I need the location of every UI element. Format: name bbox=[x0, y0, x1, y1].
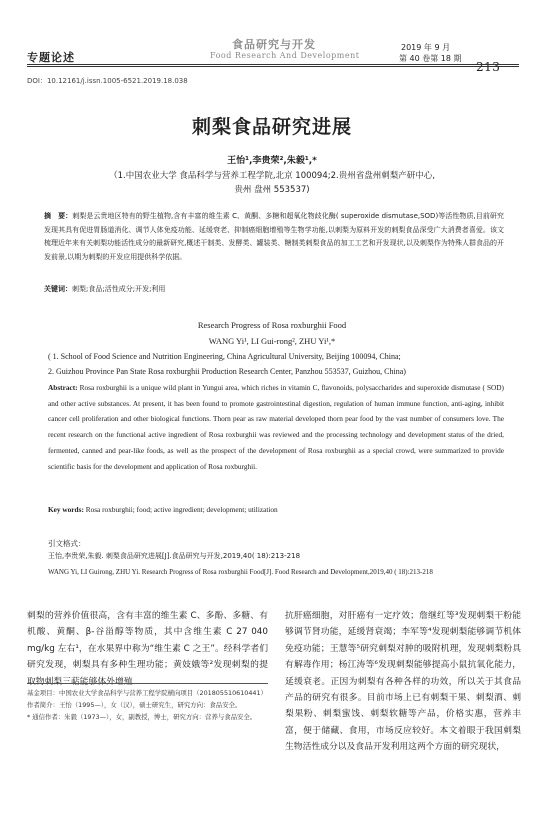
abstract-cn-text: 刺梨是云贵地区特有的野生植物,含有丰富的维生素 C、黄酮、多糖和超氧化物歧化酶( superoxide dismutase,SOD)等活性物质,目前研究发现其具有促进胃肠道消化、调节人体免疫功能、延缓衰老、抑制癌细胞增殖等生物学功能,以刺梨为原料开发的刺梨食品深受广大消费者喜爱。该文梳理近年来有关刺梨功能活性成分的最新研究,概述干制类、发酵类、罐装类、糖制类刺梨食品的加工工艺和开发现状,以及刺梨作为特殊人群食品的开发前景,以期为刺梨的开发应用提供科学依据。 bbox=[44, 212, 504, 261]
body-column-left: 刺梨的营养价值很高，含有丰富的维生素 C、多酚、多糖、有机酸、黄酮、β-谷甾醇等物质，其中含维生素 C 27 040 mg/kg 左右¹，在水果界中称为“维生素 C 之王”。经科学者们研究发现，刺梨具有多种生理功能；黄妓娥等²发现刺梨的提取物刺梨三萜能够体外增殖 bbox=[27, 611, 268, 687]
affiliation-en-line: ( 1. School of Food Science and Nutrition Engineering, China Agricultural University, Beijing 100094, China; bbox=[48, 352, 401, 361]
footnote-funding: 基金项目：中国农业大学食品科学与营养工程学院横向项目（201805510610441） bbox=[27, 689, 267, 697]
footnote-corresponding-author: * 通信作者：朱毅（1973—），女，副教授，博士，研究方向：营养与食品安全。 bbox=[27, 712, 257, 721]
body-column-right: 抗肝癌细胞，对肝癌有一定疗效；詹继红等³发现刺梨干粉能够调节肾功能，延缓肾衰竭；李军等⁴发现刺梨能够调节机体免疫功能；王慧等⁵研究刺梨对肿的吸附机理，发现刺梨粉具有解毒作用；杨江涛等⁶发现刺梨能够提高小鼠抗氧化能力，延缓衰老。正因为刺梨有各种各样的功效，所以关于其食品产品的研究有很多。目前市场上已有刺梨干果、刺梨酒、刺梨果粉、刺梨蜜饯、刺梨软糖等产品，价格实惠，营养丰富，便于储藏、食用，市场反应较好。本文着眼于我国刺梨生物活性成分以及食品开发利用这两个方面的研究现状， bbox=[285, 611, 521, 753]
keywords-en-label: Key words: bbox=[48, 505, 84, 514]
keywords-en bbox=[48, 505, 504, 514]
journal-name-en: Food Research And Development bbox=[210, 51, 360, 60]
affiliation-en-line: 2. Guizhou Province Pan State Rosa roxburghii Production Research Center, Panzhou 553537, Guizhou, China) bbox=[48, 367, 406, 376]
footnote-rule bbox=[27, 683, 268, 684]
article-title-cn: 刺梨食品研究进展 bbox=[191, 116, 352, 138]
article-title-en: Research Progress of Rosa roxburghii Food bbox=[197, 320, 347, 330]
abstract-en-label: Abstract: bbox=[48, 383, 78, 392]
keywords-cn-label: 关键词： bbox=[44, 285, 72, 293]
footnotes bbox=[27, 688, 268, 723]
page-number: 213 bbox=[476, 60, 501, 74]
affiliation-cn-line: 贵州 盘州 553537) bbox=[234, 185, 310, 195]
keywords-en-text: Rosa roxburghii; food; active ingredient; development; utilization bbox=[83, 505, 278, 514]
authors-en: WANG Yi¹, LI Gui-rong², ZHU Yi¹,* bbox=[208, 336, 336, 346]
header-rule bbox=[27, 64, 519, 65]
citation-cn: 王怡,李贵荣,朱毅. 刺梨食品研究进展[J].食品研究与开发,2019,40( 18):213-218 bbox=[48, 552, 301, 560]
abstract-cn bbox=[44, 210, 504, 264]
keywords-cn bbox=[44, 284, 504, 294]
issue-volume: 第 40 卷第 18 期 bbox=[399, 54, 462, 63]
header-rule-secondary bbox=[27, 66, 519, 67]
footnote-author-bio: 作者简介：王怡（1995—），女（汉），硕士研究生，研究方向：食品安全。 bbox=[27, 700, 242, 709]
affiliation-cn-line: （1.中国农业大学 食品科学与营养工程学院,北京 100094;2.贵州省盘州刺梨产研中心, bbox=[109, 171, 435, 181]
abstract-en bbox=[48, 380, 504, 474]
doi-link[interactable]: DOI：10.12161/j.issn.1005-6521.2019.18.038 bbox=[27, 77, 188, 85]
abstract-cn-label: 摘 要： bbox=[44, 212, 73, 220]
citation-label: 引文格式： bbox=[48, 539, 86, 548]
abstract-en-text: Rosa roxburghii is a unique wild plant in Yungui area, which riches in vitamin C, flavonoids, polysaccharides and superoxide dismutase ( SOD) and other active substances. At present, it has been found to promote gastrointestinal digestion, regulation of human immune function, anti-aging, inhibit cancer cell proliferation and other biological functions. Thorn pear as raw material developed thorn pear food by the vast number of consumers love. The recent research on the functional active ingredient of Rosa roxburghii was reviewed and the processing technology and development status of the dried, fermented, canned and pear-like foods, as well as the prospect of the development of Rosa roxburghii as a special crowd, were summarized to provide scientific basis for the development and application of Rosa roxburghii. bbox=[48, 383, 504, 471]
authors-cn: 王怡¹,李贵荣²,朱毅¹,* bbox=[227, 156, 317, 166]
keywords-cn-text: 刺梨;食品;活性成分;开发;利用 bbox=[72, 285, 166, 293]
journal-name-cn: 食品研究与开发 bbox=[232, 38, 316, 51]
section-label: 专题论述 bbox=[27, 51, 75, 64]
citation-en: WANG Yi, LI Guirong, ZHU Yi. Research Progress of Rosa roxburghii Food[J]. Food Research and Development,2019,40 ( 18):213-218 bbox=[48, 568, 433, 576]
issue-date: 2019 年 9 月 bbox=[401, 43, 451, 52]
